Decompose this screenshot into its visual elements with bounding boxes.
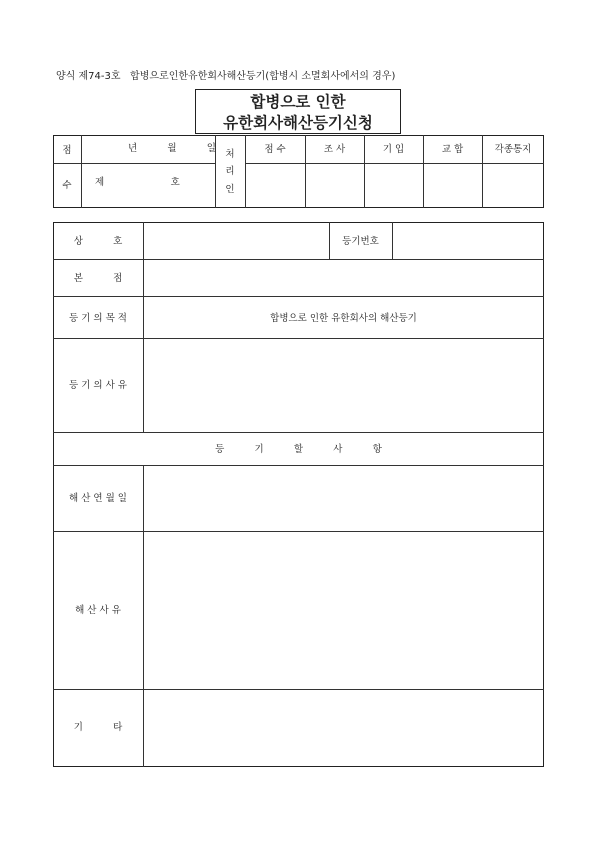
cheoriin-3: 인: [225, 184, 235, 195]
purpose-label: 등 기 의 목 적: [69, 313, 127, 324]
reception-divider: [53, 163, 215, 164]
col-giip: 기 입: [382, 144, 405, 155]
reception-divider-right: [245, 163, 544, 164]
col-jeopsu: 점 수: [264, 144, 286, 155]
row-divider: [53, 296, 544, 297]
cheoriin-1: 처: [225, 149, 235, 160]
col-josa: 조 사: [323, 144, 346, 155]
dissolution-date-field[interactable]: [144, 466, 543, 531]
dissolution-reason-label: 해 산 사 유: [75, 605, 121, 616]
head-office-label: 본 점: [73, 273, 123, 284]
other-field[interactable]: [144, 690, 543, 766]
title-box: [195, 89, 401, 134]
reason-label: 등 기 의 사 유: [69, 380, 127, 391]
title-line-1: 합병으로 인한: [250, 93, 346, 111]
purpose-value: 합병으로 인한 유한회사의 해산등기: [270, 313, 417, 324]
title-line-2: 유한회사해산등기신청: [223, 114, 373, 132]
reception-col-line: [81, 135, 82, 208]
dissolution-date-label: 해 산 연 월 일: [69, 493, 127, 504]
form-header: 양식 제74-3호 합병으로인한유한회사해산등기(합병시 소멸회사에서의 경우): [56, 71, 396, 82]
col-notice: 각종통지: [494, 144, 532, 155]
col-gyohap: 교 합: [441, 144, 464, 155]
registration-no-label: 등기번호: [342, 236, 379, 247]
reception-label-jeop: 점: [62, 145, 72, 156]
reception-label-su: 수: [62, 180, 72, 191]
matters-header: 등 기 할 사 항: [215, 444, 382, 455]
reason-field[interactable]: [144, 339, 543, 432]
head-office-field[interactable]: [144, 260, 543, 296]
company-name-label: 상 호: [73, 236, 123, 247]
cheoriin-2: 리: [225, 166, 235, 177]
row-divider: [53, 432, 544, 433]
registration-no-field[interactable]: [393, 223, 543, 259]
reception-date: 년 월 일: [128, 143, 216, 154]
dissolution-reason-field[interactable]: [144, 532, 543, 689]
reception-number: 제 호: [95, 177, 180, 188]
company-name-field[interactable]: [144, 223, 329, 259]
other-label: 기 타: [73, 722, 123, 733]
